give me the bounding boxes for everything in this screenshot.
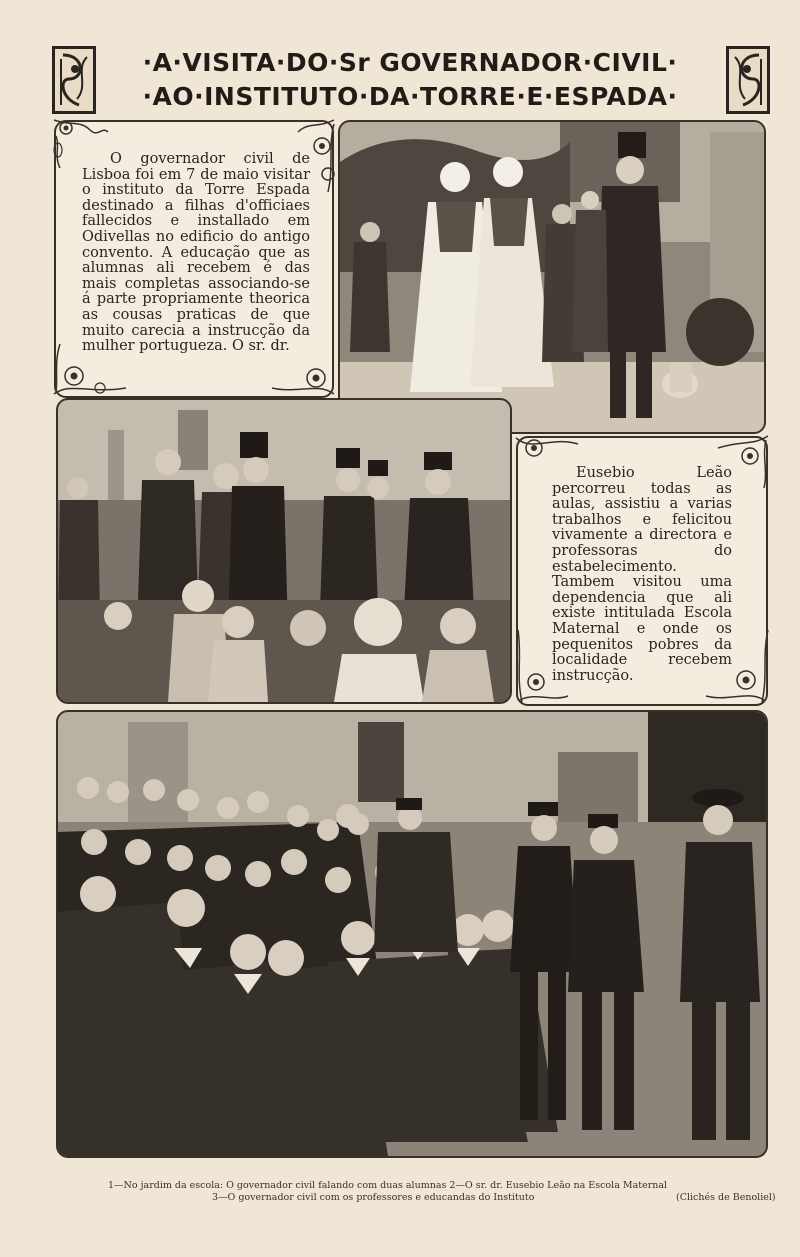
caption-line-2: 3—O governador civil com os professores e educandas do Instituto	[212, 1192, 535, 1203]
photo-garden	[338, 120, 766, 434]
photo-credit: (Clichés de Benoliel)	[676, 1192, 776, 1203]
title-line-1: ·A·VISITA·DO·Sr GOVERNADOR·CIVIL·	[142, 48, 678, 77]
photo-group	[56, 710, 768, 1158]
title-banner	[48, 44, 770, 118]
ornament-left-icon	[52, 46, 96, 114]
title-line-2: ·AO·INSTITUTO·DA·TORRE·E·ESPADA·	[142, 82, 678, 111]
caption-line-1: 1—No jardim da escola: O governador civil falando com duas alumnas 2—O sr. dr. Eusebio Leão na Escola Maternal	[108, 1180, 668, 1191]
photo-maternal-school	[56, 398, 512, 704]
article-paragraph-1: O governador civil de Lisboa foi em 7 de maio visitar o instituto da Torre Espada destinado a filhas d'officiaes fallecidos e installado em Odivellas no edificio do antigo convento. A educação que as alumnas ali recebem é das mais completas associando-se á parte propriamente theorica as cousas praticas de que muito carecia a instrucção da mulher portugueza. O sr. dr.	[82, 151, 310, 355]
article-text-box-1	[54, 120, 334, 398]
article-paragraph-2: Eusebio Leão percorreu todas as aulas, assistiu a varias trabalhos e felicitou vivamente a directora e professoras do estabelecimento. Tambem visitou uma dependencia que ali existe intitulada Escola Maternal e onde os pequenitos pobres da localidade recebem instrucção.	[552, 465, 732, 684]
article-text-box-2	[516, 436, 768, 706]
ornament-right-icon	[726, 46, 770, 114]
